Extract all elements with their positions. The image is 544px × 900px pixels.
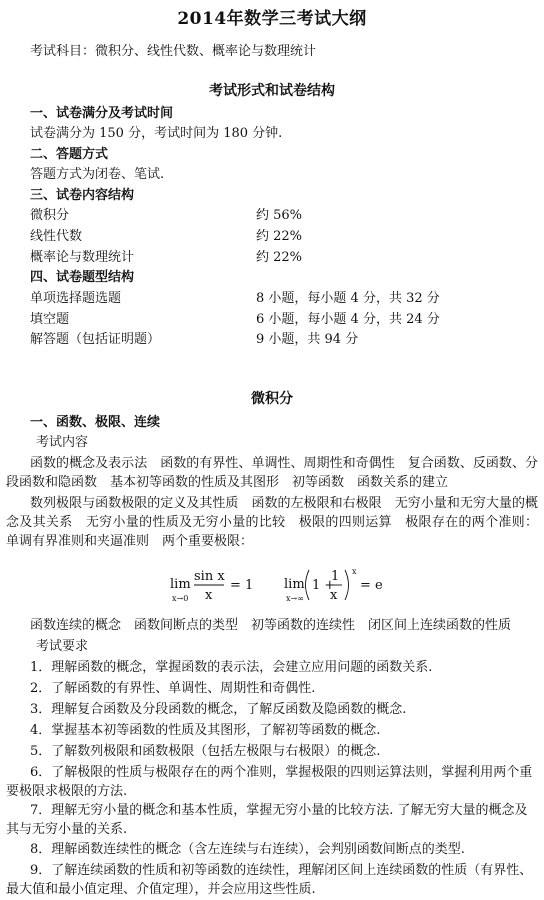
limit-subscript-2: x→∞ <box>286 594 304 603</box>
section1-title: 一、试卷满分及考试时间 <box>30 106 174 121</box>
requirement-item: 3．理解复合函数及分段函数的概念，了解反函数及隐函数的概念. <box>30 702 407 717</box>
type-row-label: 填空题 <box>30 312 70 327</box>
document-title: 2014年数学三考试大纲 <box>177 9 367 29</box>
requirement-item: 1．理解函数的概念，掌握函数的表示法，会建立应用问题的函数关系. <box>30 660 433 675</box>
section2-title: 二、答题方式 <box>30 147 109 162</box>
section1-text: 试卷满分为 150 分，考试时间为 180 分钟. <box>30 126 283 141</box>
exam-subjects: 考试科目：微积分、线性代数、概率论与数理统计 <box>30 44 317 59</box>
content-row-value: 约 22% <box>256 229 303 244</box>
requirement-item: 7．理解无穷小量的概念和基本性质，掌握无穷小量的比较方法. 了解无穷大量的概念及其与无穷小量的关系. <box>6 803 528 837</box>
requirement-item: 5．了解数列极限和函数极限（包括左极限与右极限）的概念. <box>30 744 381 759</box>
limit-subscript: x→0 <box>172 594 189 603</box>
content-label: 考试内容 <box>36 435 89 450</box>
requirement-item: 4．掌握基本初等函数的性质及其图形，了解初等函数的概念. <box>30 723 381 738</box>
requirement-item: 2．了解函数的有界性、单调性、周期性和奇偶性. <box>30 681 316 696</box>
section2-text: 答题方式为闭卷、笔试. <box>30 167 165 182</box>
content-paragraph-3: 函数连续的概念 函数间断点的类型 初等函数的连续性 闭区间上连续函数的性质 <box>30 618 512 633</box>
content-row-label: 概率论与数理统计 <box>30 250 135 265</box>
fraction-numerator: sin x <box>194 569 225 584</box>
content-row-label: 微积分 <box>30 208 70 223</box>
type-row-label: 解答题（包括证明题） <box>30 332 161 347</box>
one-plus: 1 + <box>312 578 336 593</box>
content-paragraph-2: 数列极限与函数极限的定义及其性质 函数的左极限和右极限 无穷小量和无穷大量的概念及其关系 无穷小量的性质及无穷小量的比较 极限的四则运算 极限存在的两个准则：单调有界准则和夹逼准则 两个重要极限： <box>6 496 538 549</box>
structure-heading: 考试形式和试卷结构 <box>209 83 335 99</box>
fraction-denominator: x <box>205 588 213 603</box>
requirement-item: 6．了解极限的性质与极限存在的两个准则，掌握极限的四则运算法则，掌握利用两个重要极限求极限的方法. <box>6 765 533 799</box>
important-limits-formula <box>0 566 544 606</box>
calc-section1-title: 一、函数、极限、连续 <box>30 415 161 430</box>
type-row-value: 6 小题，每小题 4 分，共 24 分 <box>256 312 440 327</box>
section4-title: 四、试卷题型结构 <box>30 270 135 285</box>
fraction-one: 1 <box>331 569 340 584</box>
section3-title: 三、试卷内容结构 <box>30 188 135 203</box>
exponent-x: x <box>352 567 357 576</box>
type-row-value: 8 小题，每小题 4 分，共 32 分 <box>256 291 440 306</box>
limit-symbol-2: lim <box>284 577 305 592</box>
limit-symbol: lim <box>170 577 191 592</box>
type-row-value: 9 小题，共 94 分 <box>256 332 359 347</box>
type-row-label: 单项选择题选题 <box>30 291 122 306</box>
content-paragraph-1: 函数的概念及表示法 函数的有界性、单调性、周期性和奇偶性 复合函数、反函数、分段函数和隐函数 基本初等函数的性质及其图形 初等函数 函数关系的建立 <box>6 456 538 490</box>
requirement-item: 9．了解连续函数的性质和初等函数的连续性，理解闭区间上连续函数的性质（有界性、最大值和最小值定理、介值定理），并会应用这些性质. <box>6 863 533 897</box>
limit-result-2: = e <box>360 578 383 593</box>
limit-result-1: = 1 <box>230 578 254 593</box>
fraction-x: x <box>330 588 338 603</box>
requirements-label: 考试要求 <box>36 639 89 654</box>
content-row-label: 线性代数 <box>30 229 83 244</box>
content-row-value: 约 22% <box>256 250 303 265</box>
content-row-value: 约 56% <box>256 208 303 223</box>
calculus-heading: 微积分 <box>251 391 293 407</box>
requirement-item: 8．理解函数连续性的概念（含左连续与右连续），会判别函数间断点的类型. <box>30 842 465 857</box>
